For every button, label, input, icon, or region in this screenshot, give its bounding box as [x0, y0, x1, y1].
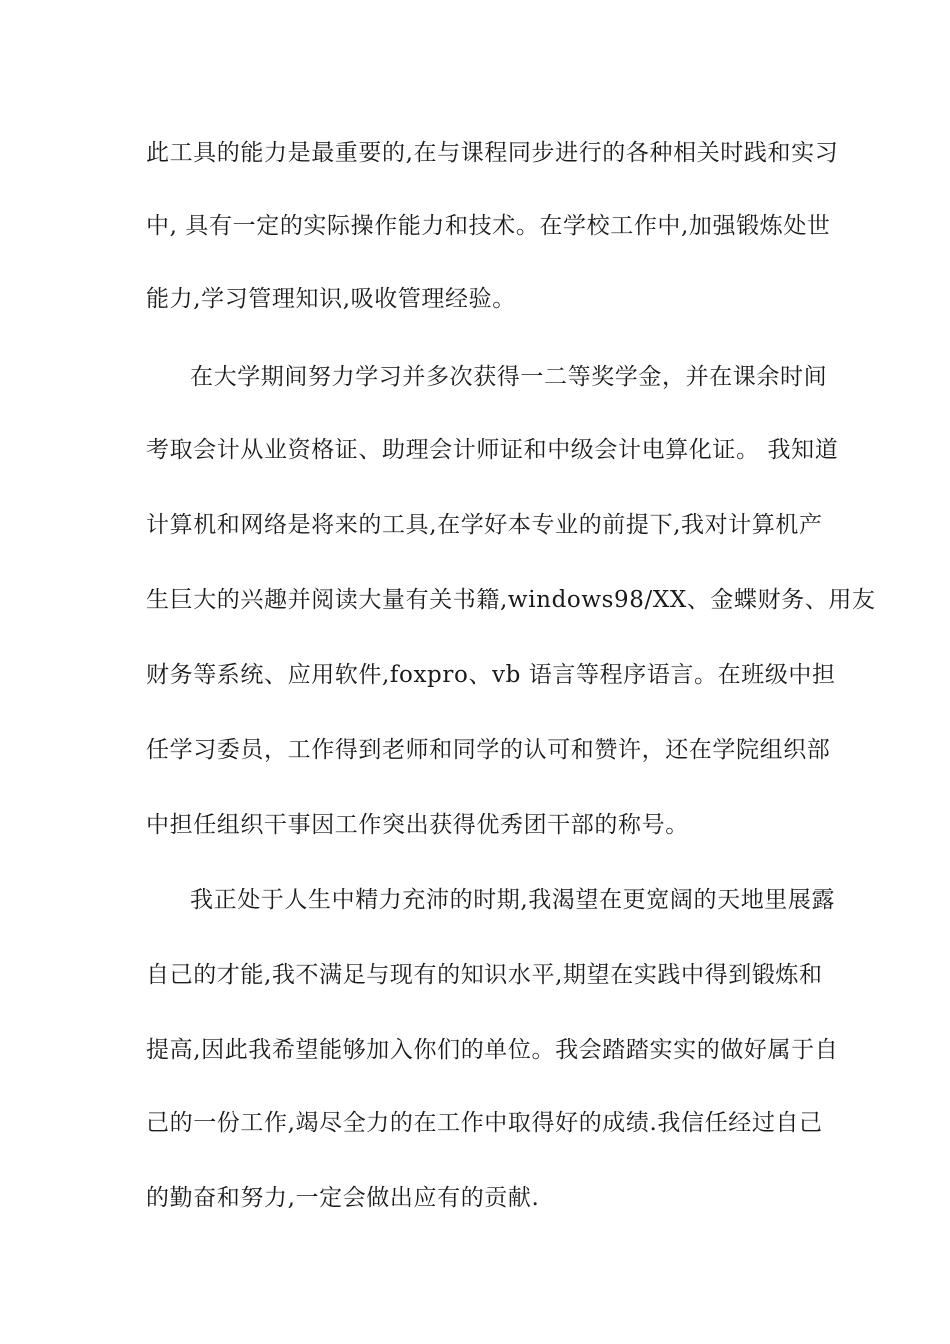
text-line: 我正处于人生中精力充沛的时期,我渴望在更宽阔的天地里展露 [190, 887, 836, 913]
text-line: 此工具的能力是最重要的,在与课程同步进行的各种相关时践和实习 [146, 140, 839, 166]
text-line: 提高,因此我希望能够加入你们的单位。我会踏踏实实的做好属于自 [146, 1037, 839, 1063]
text-line: 在大学期间努力学习并多次获得一二等奖学金，并在课余时间 [190, 364, 828, 390]
text-line: 任学习委员，工作得到老师和同学的认可和赞许，还在学院组织部 [146, 737, 831, 763]
text-line: 财务等系统、应用软件,foxpro、vb 语言等程序语言。在班级中担 [146, 662, 836, 688]
text-line: 中, 具有一定的实际操作能力和技术。在学校工作中,加强锻炼处世 [146, 213, 831, 239]
text-line: 的勤奋和努力,一定会做出应有的贡献. [146, 1185, 540, 1211]
text-line: 己的一份工作,竭尽全力的在工作中取得好的成绩.我信任经过自己 [146, 1110, 823, 1136]
text-line: 自己的才能,我不满足与现有的知识水平,期望在实践中得到锻炼和 [146, 962, 823, 988]
text-line: 能力,学习管理知识,吸收管理经验。 [146, 286, 516, 312]
text-line: 计算机和网络是将来的工具,在学好本专业的前提下,我对计算机产 [146, 512, 823, 538]
text-line: 生巨大的兴趣并阅读大量有关书籍,windows98/XX、金蝶财务、用友 [146, 587, 876, 613]
text-line: 考取会计从业资格证、助理会计师证和中级会计电算化证。 我知道 [146, 437, 839, 463]
text-line: 中担任组织干事因工作突出获得优秀团干部的称号。 [146, 812, 689, 838]
